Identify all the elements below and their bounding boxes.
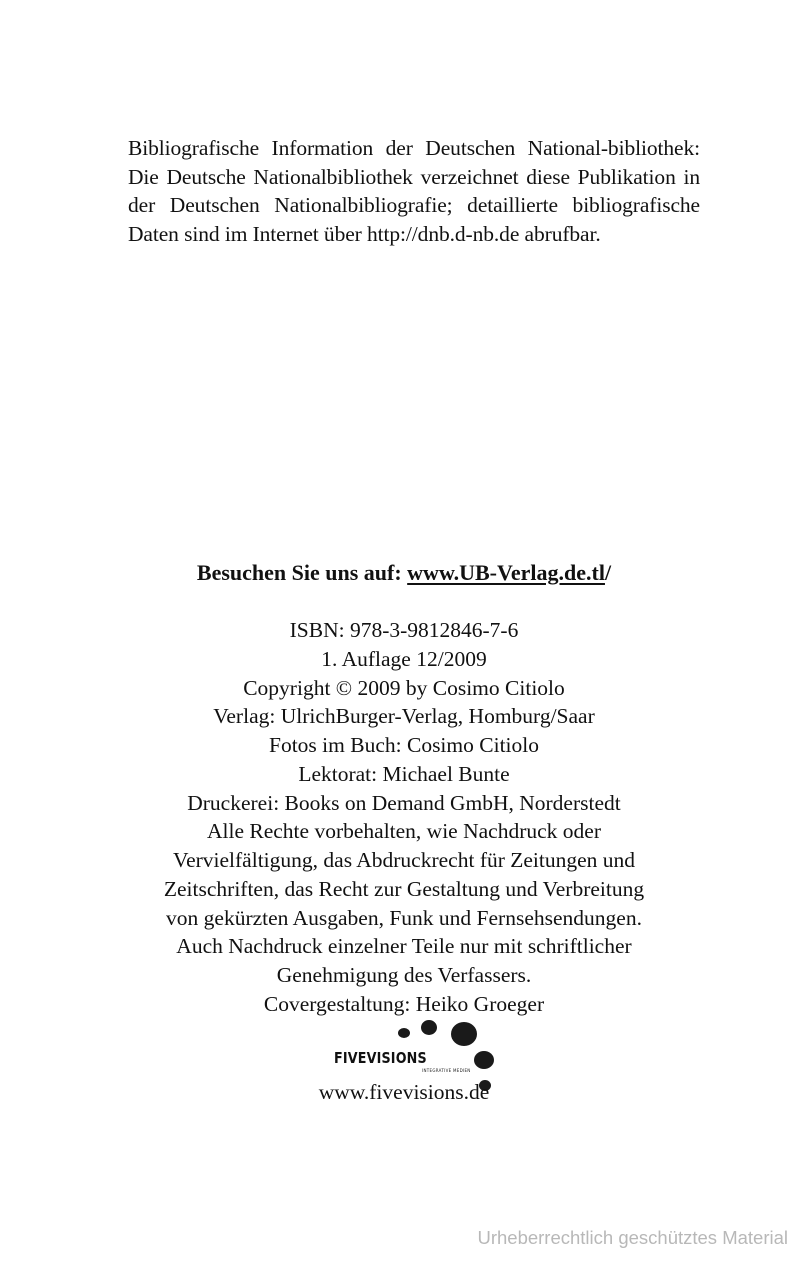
editor-line: Lektorat: Michael Bunte bbox=[298, 761, 510, 786]
isbn-line: ISBN: 978-3-9812846-7-6 bbox=[289, 618, 519, 642]
copyright-line: Copyright © 2009 by Cosimo Citiolo bbox=[243, 675, 565, 700]
copyright-watermark: Urheberrechtlich geschütztes Material bbox=[477, 1227, 788, 1248]
logo-dot bbox=[451, 1022, 477, 1046]
visit-prefix: Besuchen Sie uns auf: bbox=[196, 560, 408, 585]
logo-dot bbox=[398, 1028, 410, 1038]
cip-notice: Bibliografische Information der Deutschen National-bibliothek: Die Deutsche Nationalbibliothek verzeichnet diese Publikation in der Deutschen Nationalbibliografie; detaillierte bibliografische Daten sind im Internet über http://dnb.d-nb.de abrufbar. bbox=[128, 136, 700, 246]
printer-line: Druckerei: Books on Demand GmbH, Norderstedt bbox=[187, 790, 621, 815]
rights-line: Auch Nachdruck einzelner Teile nur mit schriftlicher bbox=[176, 934, 632, 959]
edition-line: 1. Auflage 12/2009 bbox=[321, 646, 487, 671]
logo-tagline: INTEGRATIVE MEDIEN bbox=[422, 1068, 471, 1073]
logo-dot bbox=[421, 1020, 437, 1035]
rights-line: Alle Rechte vorbehalten, wie Nachdruck oder bbox=[206, 819, 601, 844]
cover-design-line: Covergestaltung: Heiko Groeger bbox=[263, 991, 545, 1016]
logo-name: FIVEVISIONS bbox=[334, 1049, 427, 1067]
visit-suffix: / bbox=[604, 560, 612, 585]
publisher-line: Verlag: UlrichBurger-Verlag, Homburg/Saar bbox=[213, 704, 595, 729]
logo-dot bbox=[474, 1051, 494, 1069]
photos-line: Fotos im Buch: Cosimo Citiolo bbox=[269, 733, 539, 757]
rights-line: Genehmigung des Verfassers. bbox=[276, 963, 532, 987]
visit-line bbox=[0, 558, 808, 588]
rights-line: Zeitschriften, das Recht zur Gestaltung und Verbreitung bbox=[163, 876, 645, 901]
imprint-block bbox=[0, 616, 808, 1019]
publisher-website-link[interactable]: www.UB-Verlag.de.tl bbox=[407, 560, 605, 585]
rights-line: von gekürzten Ausgaben, Funk und Fernsehsendungen. bbox=[166, 905, 642, 930]
rights-line: Vervielfältigung, das Abdruckrecht für Zeitungen und bbox=[172, 848, 636, 872]
fivevisions-website[interactable]: www.fivevisions.de bbox=[318, 1080, 490, 1104]
